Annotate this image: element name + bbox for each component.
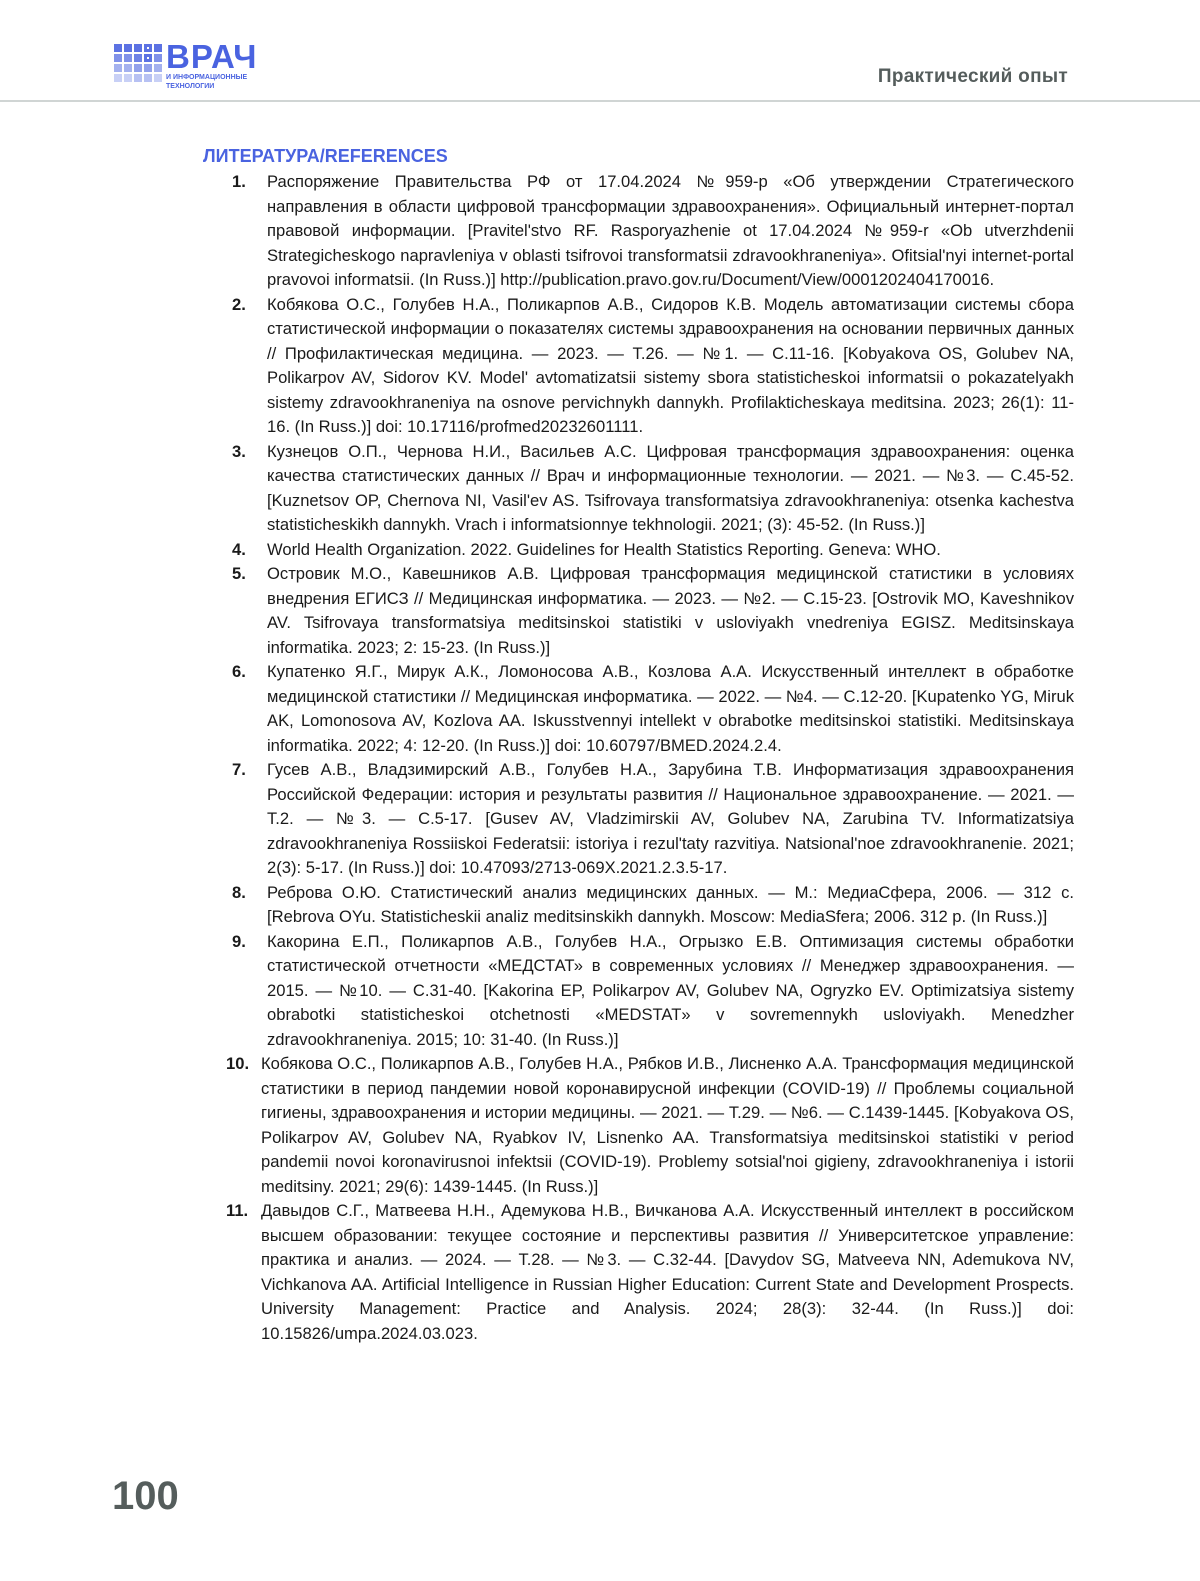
logo-grid-cell (144, 54, 152, 62)
reference-number: 2. (232, 293, 267, 440)
reference-text: Гусев А.В., Владзимирский А.В., Голубев Н.А., Зарубина Т.В. Информатизация здравоохранения Российской Федерации: история и результаты развития // Национальное здравоохранение. — 2021. — Т.2. — №3. — С.5-17. [Gusev AV, Vladzimirskii AV, Golubev NA, Zarubina TV. Informatizatsiya zdravookhraneniya Rossiiskoi Federatsii: istoriya i rezul'taty razvitiya. Natsional'noe zdravookhranenie. 2021; 2(3): 5-17. (In Russ.)] doi: 10.47093/2713-069X.2021.2.3.5-17. (267, 758, 1074, 881)
logo-grid-cell (124, 54, 132, 62)
logo-grid-cell (114, 54, 122, 62)
reference-item (232, 1052, 1074, 1199)
logo-subtitle: ТЕХНОЛОГИИ (166, 83, 257, 90)
logo-grid-cell (124, 64, 132, 72)
reference-item (232, 170, 1074, 293)
reference-text: Кузнецов О.П., Чернова Н.И., Васильев А.С. Цифровая трансформация здравоохранения: оценка качества статистических данных // Врач и информационные технологии. — 2021. — №3. — С.45-52. [Kuznetsov OP, Chernova NI, Vasil'ev AS. Tsifrovaya transformatsiya zdravookhraneniya: otsenka kachestva statisticheskikh dannykh. Vrach i informatsionnye tekhnologii. 2021; (3): 45-52. (In Russ.)] (267, 440, 1074, 538)
reference-number: 10. (226, 1052, 261, 1199)
logo-grid-cell (124, 74, 132, 82)
reference-number: 8. (232, 881, 267, 930)
reference-item (232, 758, 1074, 881)
logo-grid-cell (154, 54, 162, 62)
reference-item (232, 660, 1074, 758)
reference-item (232, 881, 1074, 930)
logo-grid-cell (134, 64, 142, 72)
reference-text: World Health Organization. 2022. Guidelines for Health Statistics Reporting. Geneva: WHO. (267, 538, 1074, 563)
logo-grid-cell (114, 44, 122, 52)
reference-list (232, 170, 1074, 1346)
reference-number: 9. (232, 930, 267, 1053)
logo-grid-icon (114, 44, 162, 82)
logo-grid-cell (154, 44, 162, 52)
reference-number: 3. (232, 440, 267, 538)
logo-subtitle: И ИНФОРМАЦИОННЫЕ (166, 74, 257, 81)
page-number: 100 (112, 1474, 179, 1519)
reference-item (232, 930, 1074, 1053)
reference-number: 4. (232, 538, 267, 563)
reference-item (232, 1199, 1074, 1346)
reference-number: 11. (226, 1199, 261, 1346)
reference-item (232, 562, 1074, 660)
logo-grid-cell (124, 44, 132, 52)
logo-grid-cell (144, 74, 152, 82)
reference-text: Давыдов С.Г., Матвеева Н.Н., Адемукова Н.В., Вичканова А.А. Искусственный интеллект в российском высшем образовании: текущее состояние и перспективы развития // Университетское управление: практика и анализ. — 2024. — Т.28. — №3. — С.32-44. [Davydov SG, Matveeva NN, Ademukova NV, Vichkanova AA. Artificial Intelligence in Russian Higher Education: Current State and Development Prospects. University Management: Practice and Analysis. 2024; 28(3): 32-44. (In Russ.)] doi: 10.15826/umpa.2024.03.023. (261, 1199, 1074, 1346)
logo-grid-cell (154, 64, 162, 72)
reference-text: Купатенко Я.Г., Мирук А.К., Ломоносова А.В., Козлова А.А. Искусственный интеллект в обработке медицинской статистики // Медицинская информатика. — 2022. — №4. — С.12-20. [Kupatenko YG, Miruk AK, Lomonosova AV, Kozlova AA. Iskusstvennyi intellekt v obrabotke meditsinskoi statistiki. Meditsinskaya informatika. 2022; 4: 12-20. (In Russ.)] doi: 10.60797/BMED.2024.2.4. (267, 660, 1074, 758)
reference-number: 5. (232, 562, 267, 660)
reference-text: Какорина Е.П., Поликарпов А.В., Голубев Н.А., Огрызко Е.В. Оптимизация системы обработки статистической отчетности «МЕДСТАТ» в современных условиях // Менеджер здравоохранения. — 2015. — №10. — С.31-40. [Kakorina EP, Polikarpov AV, Golubev NA, Ogryzko EV. Optimizatsiya sistemy obrabotki statisticheskoi otchetnosti «MEDSTAT» v sovremennykh usloviyakh. Menedzher zdravookhraneniya. 2015; 10: 31-40. (In Russ.)] (267, 930, 1074, 1053)
logo-grid-cell (134, 74, 142, 82)
reference-text: Кобякова О.С., Голубев Н.А., Поликарпов А.В., Сидоров К.В. Модель автоматизации системы сбора статистической информации о показателях системы здравоохранения на основании первичных данных // Профилактическая медицина. — 2023. — Т.26. — №1. — С.11-16. [Kobyakova OS, Golubev NA, Polikarpov AV, Sidorov KV. Model' avtomatizatsii sistemy sbora statisticheskoi informatsii o pokazatelyakh sistemy zdravookhraneniya na osnove pervichnykh dannykh. Profilakticheskaya meditsina. 2023; 26(1): 11-16. (In Russ.)] doi: 10.17116/profmed20232601111. (267, 293, 1074, 440)
reference-item (232, 440, 1074, 538)
reference-number: 1. (232, 170, 267, 293)
journal-logo (114, 42, 257, 90)
reference-item (232, 538, 1074, 563)
reference-text: Распоряжение Правительства РФ от 17.04.2024 №959-р «Об утверждении Стратегического направления в области цифровой трансформации здравоохранения». Официальный интернет-портал правовой информации. [Pravitel'stvo RF. Rasporyazhenie ot 17.04.2024 №959-r «Ob utverzhdenii Strategicheskogo napravleniya v oblasti tsifrovoi transformatsii zdravookhraneniya». Ofitsial'nyi internet-portal pravovoi informatsii. (In Russ.)] http://publication.pravo.gov.ru/Document/View/0001202404170016. (267, 170, 1074, 293)
references-heading: ЛИТЕРАТУРА/REFERENCES (203, 146, 448, 167)
logo-grid-cell (144, 44, 152, 52)
reference-text: Островик М.О., Кавешников А.В. Цифровая трансформация медицинской статистики в условиях внедрения ЕГИСЗ // Медицинская информатика. — 2023. — №2. — С.15-23. [Ostrovik MO, Kaveshnikov AV. Tsifrovaya transformatsiya meditsinskoi statistiki v usloviyakh vnedreniya EGISZ. Meditsinskaya informatika. 2023; 2: 15-23. (In Russ.)] (267, 562, 1074, 660)
logo-grid-cell (134, 54, 142, 62)
reference-number: 6. (232, 660, 267, 758)
section-title: Практический опыт (878, 66, 1068, 88)
header-divider (0, 100, 1200, 102)
logo-grid-cell (144, 64, 152, 72)
logo-grid-cell (134, 44, 142, 52)
logo-grid-cell (114, 74, 122, 82)
reference-text: Кобякова О.С., Поликарпов А.В., Голубев Н.А., Рябков И.В., Лисненко А.А. Трансформация медицинской статистики в период пандемии новой коронавирусной инфекции (COVID-19) // Проблемы социальной гигиены, здравоохранения и истории медицины. — 2021. — Т.29. — №6. — С.1439-1445. [Kobyakova OS, Polikarpov AV, Golubev NA, Ryabkov IV, Lisnenko AA. Transformatsiya meditsinskoi statistiki v period pandemii novoi koronavirusnoi infektsii (COVID-19). Problemy sotsial'noi gigieny, zdravookhraneniya i istorii meditsiny. 2021; 29(6): 1439-1445. (In Russ.)] (261, 1052, 1074, 1199)
reference-item (232, 293, 1074, 440)
logo-title: ВРАЧ (166, 42, 257, 72)
logo-grid-cell (154, 74, 162, 82)
reference-number: 7. (232, 758, 267, 881)
logo-grid-cell (114, 64, 122, 72)
reference-text: Реброва О.Ю. Статистический анализ медицинских данных. — М.: МедиаСфера, 2006. — 312 с. [Rebrova OYu. Statisticheskii analiz meditsinskikh dannykh. Moscow: MediaSfera; 2006. 312 p. (In Russ.)] (267, 881, 1074, 930)
